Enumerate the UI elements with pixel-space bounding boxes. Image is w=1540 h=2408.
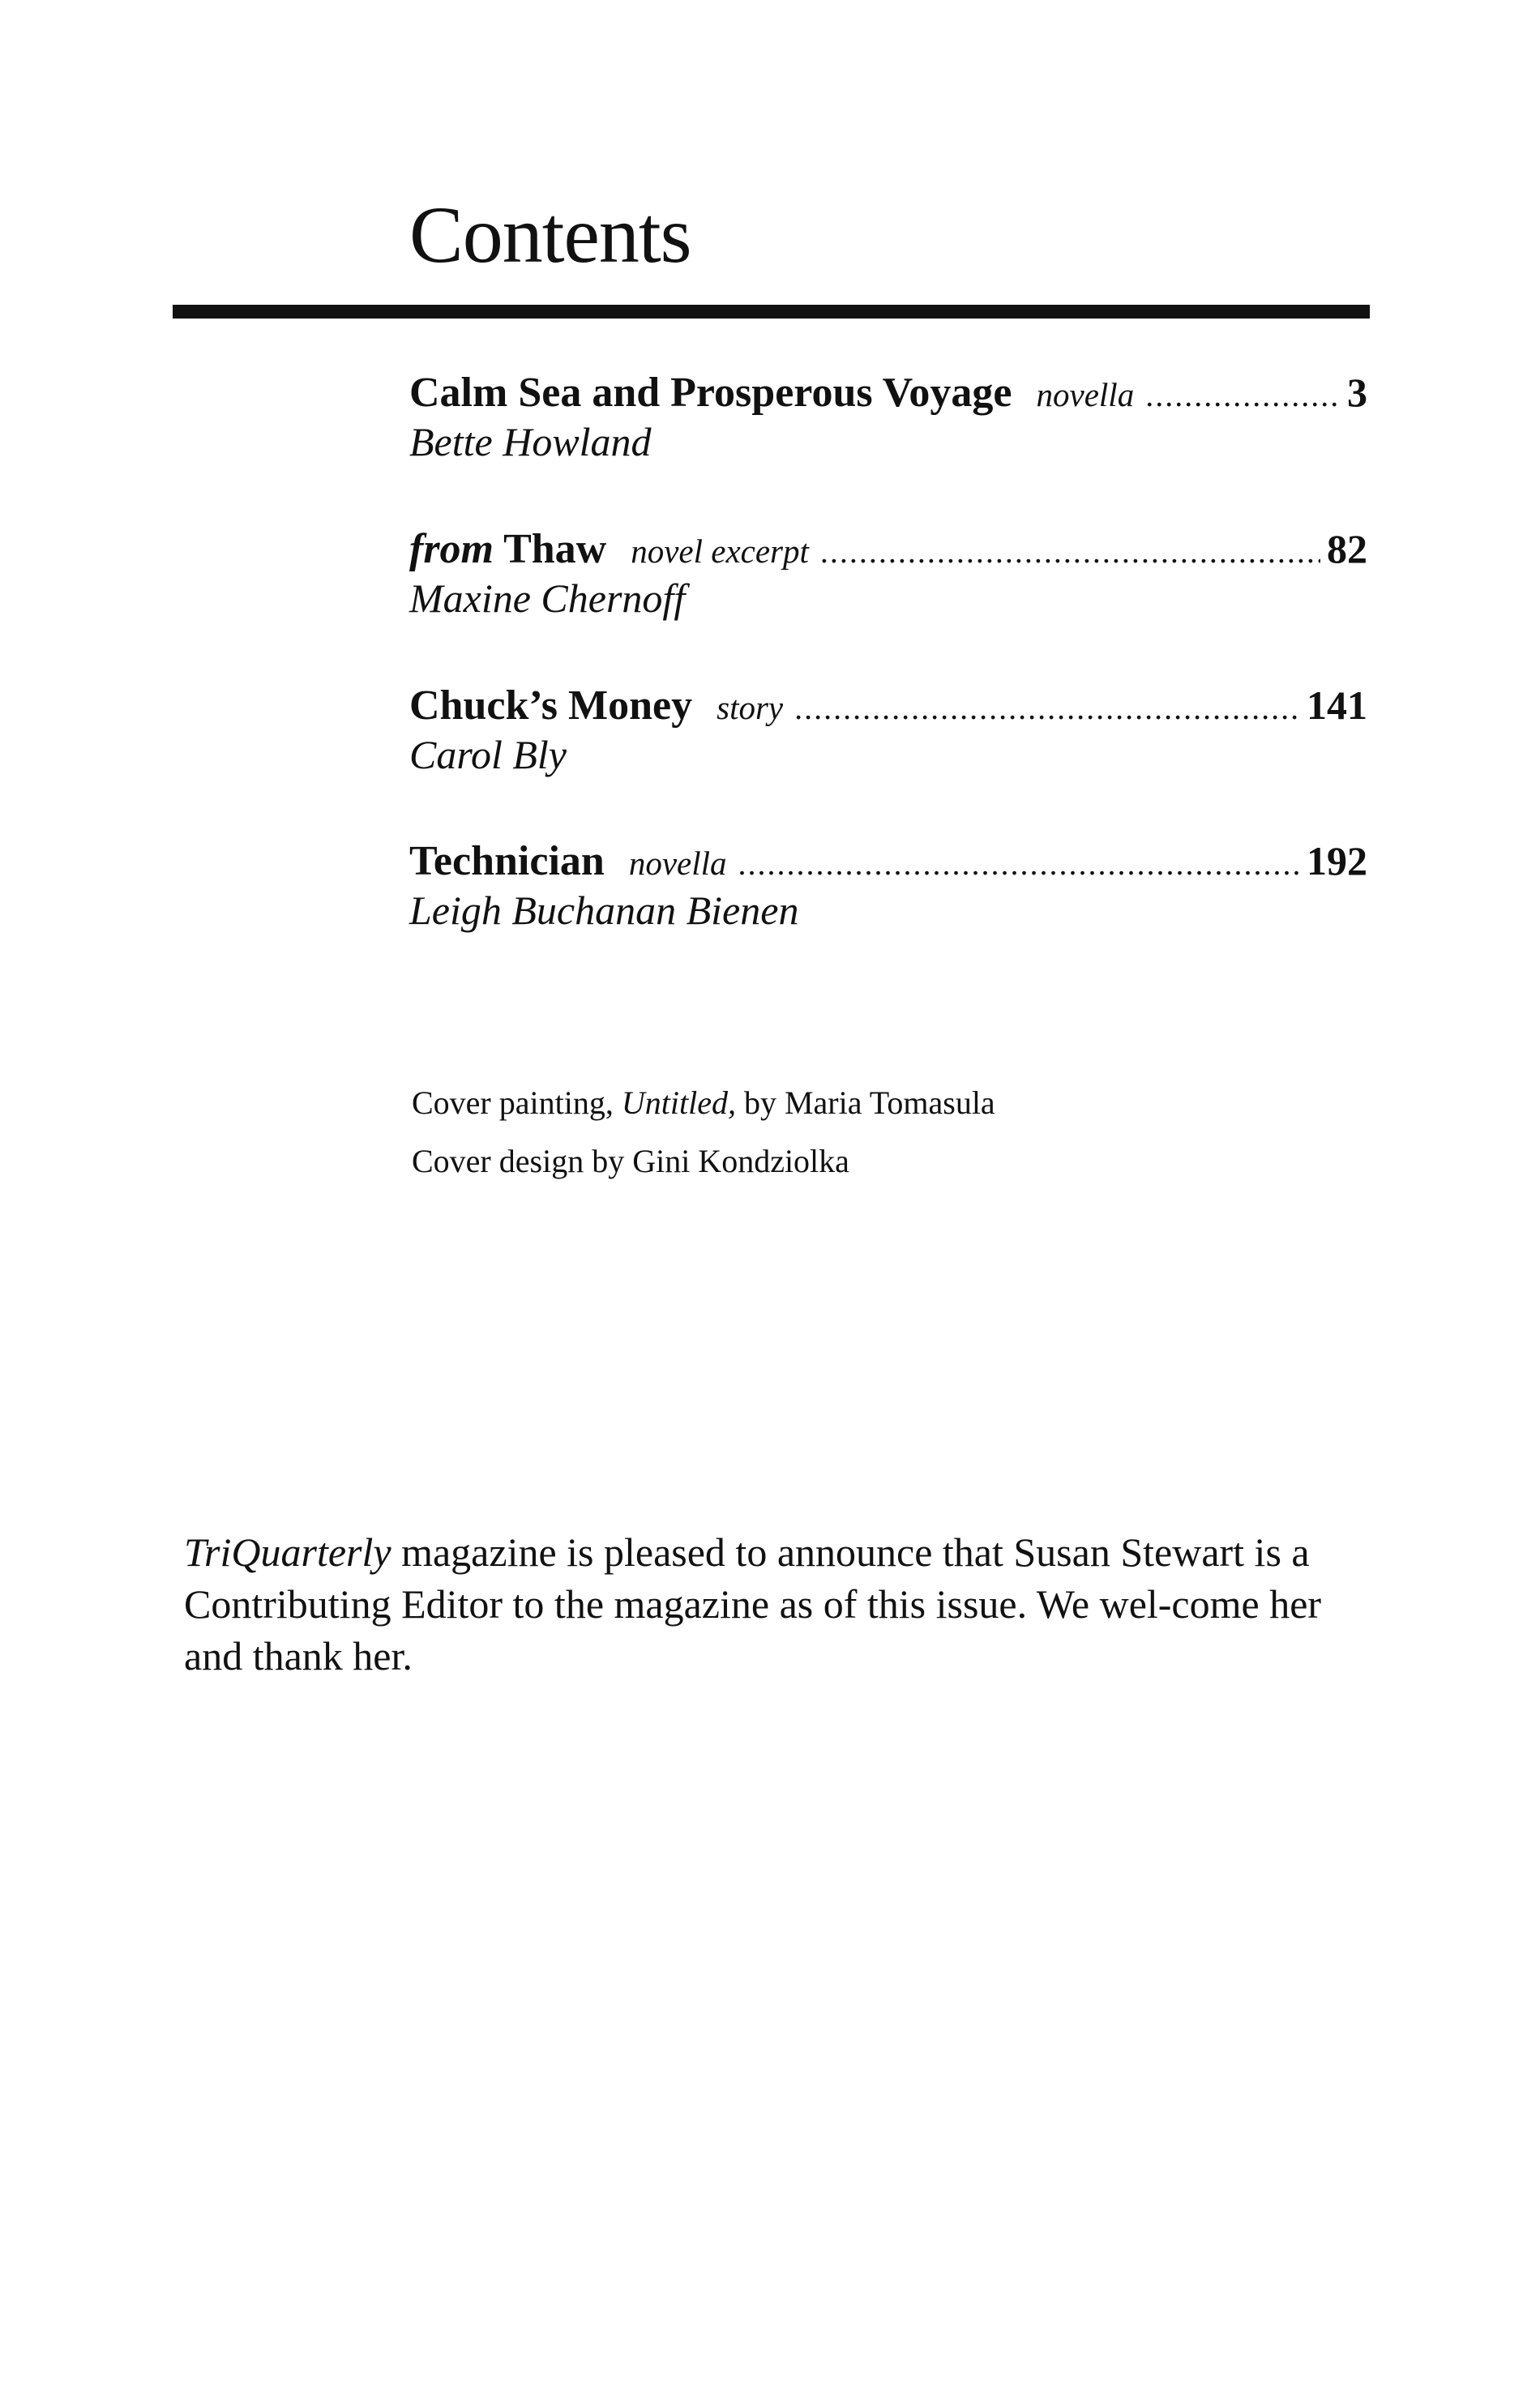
page-title: Contents [409, 190, 691, 280]
entry-title-text: Chuck’s Money [409, 682, 693, 729]
dot-leader [794, 689, 1300, 727]
entry-genre: story [717, 689, 784, 726]
toc-entry[interactable] [409, 682, 1367, 778]
entry-title [409, 525, 606, 573]
cover-credits [412, 1074, 995, 1191]
magazine-name: TriQuarterly [184, 1529, 391, 1575]
title-rule [173, 305, 1370, 319]
entry-title [409, 837, 605, 885]
toc-entry-line [409, 369, 1367, 417]
entry-title-prefix: from [409, 526, 494, 572]
entry-author: Bette Howland [409, 419, 652, 464]
entry-title [409, 369, 1012, 417]
announcement-text: magazine is pleased to announce that Susan Stewart is a Contributing Editor to the magazine as of this issue. We wel-come her and thank her. [184, 1529, 1322, 1679]
toc-entry-line [409, 837, 1367, 885]
cover-design-credit: Cover design by Gini Kondziolka [412, 1143, 849, 1179]
dot-leader [820, 532, 1320, 571]
entry-page-number: 3 [1347, 370, 1367, 415]
entry-title-text: Thaw [503, 526, 607, 572]
entry-genre: novel excerpt [631, 532, 809, 570]
toc-entry[interactable] [409, 369, 1367, 465]
cover-painting-title: Untitled, [621, 1084, 736, 1121]
entry-title [409, 682, 692, 729]
toc-entry[interactable] [409, 837, 1367, 934]
dot-leader [1145, 376, 1341, 414]
entry-page-number: 82 [1327, 526, 1367, 571]
entry-genre: novella [1036, 376, 1135, 413]
toc-entry[interactable] [409, 525, 1367, 622]
toc-entry-line [409, 525, 1367, 573]
cover-painting-credit [412, 1074, 995, 1132]
cover-painting-artist: by Maria Tomasula [743, 1084, 995, 1121]
entry-page-number: 141 [1307, 682, 1367, 728]
toc-entry-line [409, 682, 1367, 729]
cover-painting-prefix: Cover painting, [412, 1084, 614, 1121]
dot-leader [738, 845, 1301, 883]
editor-announcement [184, 1526, 1375, 1682]
entry-title-text: Calm Sea and Prosperous Voyage [409, 370, 1012, 416]
entry-author: Carol Bly [409, 732, 567, 777]
entry-title-text: Technician [409, 838, 605, 884]
entry-genre: novella [628, 845, 727, 882]
entry-page-number: 192 [1307, 838, 1367, 883]
entry-author: Leigh Buchanan Bienen [409, 887, 799, 933]
entry-author: Maxine Chernoff [409, 575, 686, 621]
